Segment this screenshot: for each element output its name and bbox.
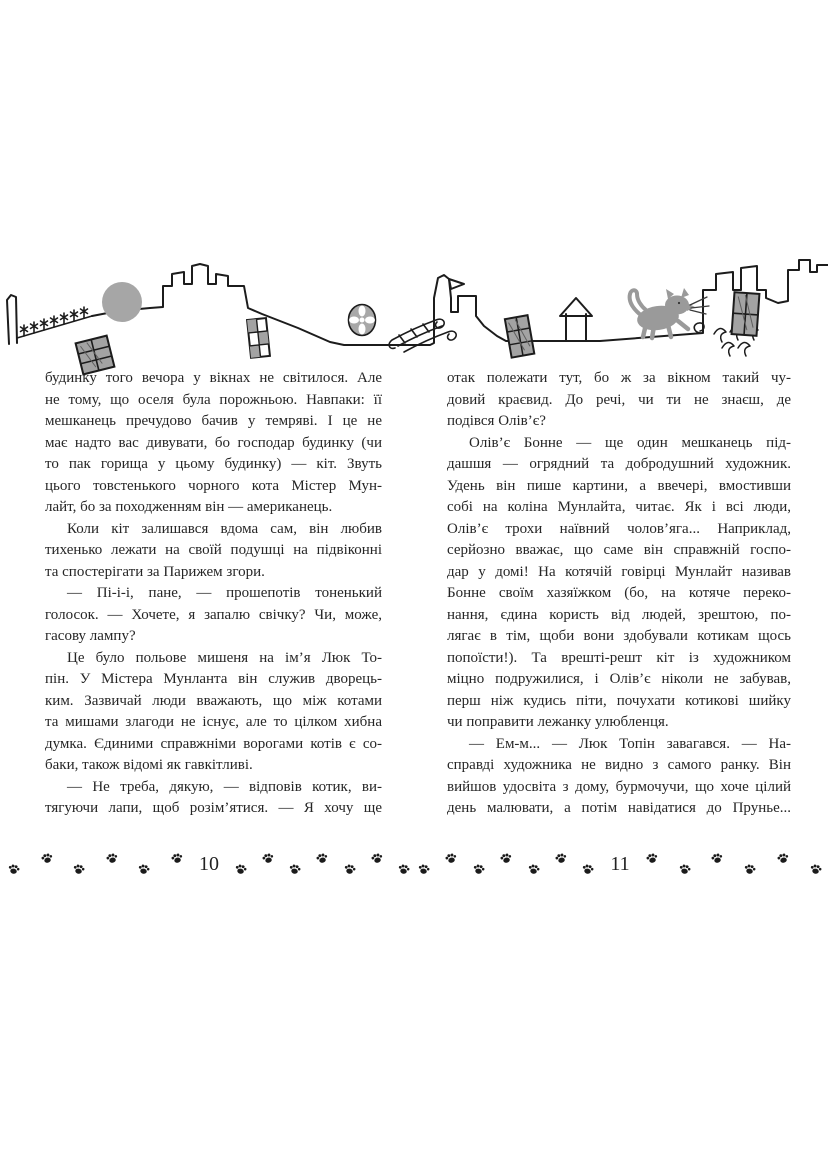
- paw-print-icon: [417, 862, 431, 876]
- paw-row-after: [646, 858, 822, 870]
- rose-window: [349, 305, 376, 336]
- paw-print-icon: [234, 862, 248, 876]
- text-line: Олів’є Бонне — ще один мешканець під-: [469, 434, 791, 451]
- paw-row-before: [8, 858, 183, 870]
- paw-print-icon: [554, 851, 569, 866]
- text-line: чи поправити лежанку улюбленця.: [447, 714, 669, 730]
- text-line: будинку того вечора у вікнах не світилося. Але: [45, 370, 382, 386]
- paw-print-icon: [261, 851, 276, 866]
- text-line: баки, також відомі як гавкітливі.: [45, 757, 253, 773]
- text-line: вийшов удосвіта з дому, бурмочучи, що хоче цілий: [447, 778, 791, 795]
- paw-print-icon: [677, 862, 691, 876]
- paw-print-icon: [105, 851, 120, 866]
- capped-chimney: [560, 298, 592, 341]
- moon: [102, 282, 142, 322]
- paw-print-icon: [39, 851, 54, 866]
- page-number: 11: [610, 853, 630, 875]
- text-line: собі на коліна Мунлайта, читає. Як і всі люди,: [447, 499, 791, 515]
- text-line: ким. Зазвичай люди вважають, що між котами: [45, 692, 382, 709]
- text-line: серйозно вважає, що саме він справжній госпо-: [447, 542, 791, 558]
- text-line: гасову лампу?: [45, 628, 136, 644]
- page-number: 10: [199, 853, 219, 875]
- paw-row-before: [418, 858, 594, 870]
- paw-print-icon: [776, 851, 791, 866]
- paw-print-icon: [397, 862, 411, 876]
- text-line: пін. У Містера Мунланта він служив дворець-: [45, 671, 382, 687]
- text-line: дар у домі! На котячій говірці Мунлайт називав: [447, 563, 791, 580]
- paw-print-icon: [72, 862, 86, 876]
- paw-print-icon: [137, 862, 151, 876]
- skylight-window-2: [247, 318, 270, 358]
- cross-railing: [17, 307, 92, 338]
- text-line: та мишами злагоди не існує, але то цілком хибна: [45, 714, 382, 730]
- paw-print-icon: [809, 862, 823, 876]
- paw-print-icon: [472, 862, 486, 876]
- chimney-pillar: [7, 295, 17, 344]
- text-line: — Пі-і-і, пане, — прошепотів тоненький: [67, 585, 382, 601]
- text-line: — Ем-м... — Люк Топін завагався. — На-: [469, 735, 791, 752]
- page-footer-right: [418, 846, 822, 882]
- paw-print-icon: [343, 862, 357, 876]
- paw-row-after: [235, 858, 410, 870]
- spire-pennant: [449, 279, 464, 289]
- text-line: — Не треба, дякую, — відповів котик, ви-: [67, 778, 382, 795]
- paw-print-icon: [170, 851, 185, 866]
- paw-print-icon: [499, 851, 514, 866]
- skylight-window-3: [505, 315, 534, 357]
- text-line: Олів’є трохи наївний чолов’яга... Наприклад,: [447, 520, 791, 537]
- paw-print-icon: [710, 851, 725, 866]
- paw-print-icon: [288, 862, 302, 876]
- text-line: перш ніж кудись піти, почухати котикові шийку: [447, 692, 791, 709]
- text-line: дашшя — огрядний та добродушний художник.: [447, 456, 791, 472]
- text-line: справді художника не видно з самого ранку. Він: [447, 757, 791, 773]
- text-line: тихенько лежати на своїй подушці на підвіконні: [45, 542, 382, 558]
- text-line: не тому, що оселя була порожньою. Навпаки: її: [45, 391, 382, 408]
- paw-print-icon: [581, 862, 595, 876]
- text-line: тягуючи лапи, щоб розім’ятися. — Я хочу ще: [45, 800, 382, 816]
- paw-print-icon: [526, 862, 540, 876]
- paw-print-icon: [644, 851, 659, 866]
- page-left-text: [45, 368, 382, 820]
- text-line: лягає в тім, щоби вони здобували котикам щось: [447, 628, 791, 644]
- scroll-ornament: [389, 319, 456, 352]
- text-line: має надто вас дивувати, бо господар будинку (чи: [45, 434, 382, 451]
- text-line: думка. Єдиними справжніми ворогами котів є со-: [45, 735, 382, 752]
- text-line: то пак горища у цьому будинку) — кіт. Звуть: [45, 456, 382, 472]
- paw-print-icon: [7, 862, 21, 876]
- walking-cat-icon: [630, 288, 709, 338]
- text-line: довий краєвид. До речі, чи ти не знаєш, де: [447, 391, 791, 408]
- text-line: Це було польове мишеня на ім’я Люк То-: [67, 649, 382, 666]
- text-line: мешканець пречудово бачив у темряві. І це не: [45, 413, 382, 429]
- text-line: лайт, бо за походженням він — американець.: [45, 499, 333, 515]
- text-line: нання, єдина користь від людей, зрештою, по-: [447, 606, 791, 623]
- paw-print-icon: [315, 851, 330, 866]
- text-line: Бонне своїм хазяїжком (бо, на котяче переко-: [447, 585, 791, 601]
- text-line: отак полежати тут, бо ж за вікном такий чу-: [447, 370, 791, 386]
- text-line: Удень він пише картини, а ввечері, вмостивши: [447, 477, 791, 494]
- skylight-window-4: [732, 292, 760, 336]
- page-right-text: [447, 368, 791, 820]
- page-footer-left: [8, 846, 410, 882]
- text-line: голосок. — Хочете, я запалю свічку? Чи, може,: [45, 606, 382, 623]
- text-line: цього товстенького чорного кота Містер Мун-: [45, 477, 382, 494]
- paw-print-icon: [743, 862, 757, 876]
- text-line: міцно подружилися, і Олів’є ніколи не забував,: [447, 671, 791, 687]
- paw-print-icon: [370, 851, 385, 866]
- text-line: Коли кіт залишався вдома сам, він любив: [67, 520, 382, 537]
- text-line: та спостерігати за Парижем згори.: [45, 563, 265, 580]
- text-line: подівся Олів’є?: [447, 413, 546, 429]
- paw-print-icon: [444, 851, 459, 866]
- text-line: попоїсти!). Та врешті-решт кіт із художником: [447, 649, 791, 666]
- skyline: [92, 260, 828, 345]
- text-line: день малювати, а потім навідатися до Прунье...: [447, 800, 791, 816]
